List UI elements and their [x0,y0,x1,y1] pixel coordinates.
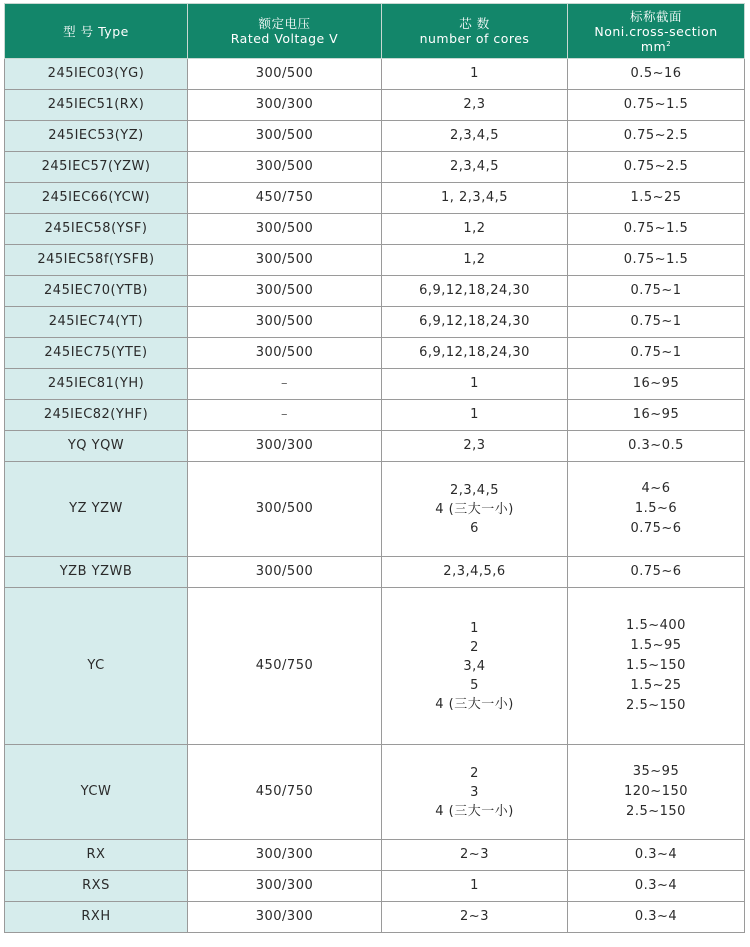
cores-line: 3,4 [463,658,486,674]
cores-line: 5 [470,677,479,693]
cell-voltage: – [188,400,382,431]
cell-type: 245IEC51(RX) [5,90,188,121]
cell-voltage: 450/750 [188,745,382,840]
header-voltage-cn: 额定电压 [258,16,311,31]
cores-line: 2,3,4,5 [450,128,499,143]
section-line: 16~95 [632,376,680,391]
cell-section [568,462,745,557]
table-row [5,152,745,183]
table-row [5,871,745,902]
cell-type: 245IEC53(YZ) [5,121,188,152]
cell-cores [382,745,568,840]
section-line: 0.75~1.5 [623,221,689,236]
cell-voltage: 300/300 [188,840,382,871]
cell-voltage: 300/300 [188,431,382,462]
cell-cores [382,557,568,588]
section-line: 0.75~2.5 [623,159,689,174]
header-type [5,4,188,59]
table-row [5,588,745,745]
section-line: 0.75~6 [630,564,682,579]
section-line: 1.5~150 [626,658,686,673]
cell-cores [382,152,568,183]
cell-section [568,557,745,588]
cores-line: 1 [470,620,479,636]
cell-cores [382,400,568,431]
cell-section [568,276,745,307]
cell-type: YZ YZW [5,462,188,557]
cell-type: 245IEC74(YT) [5,307,188,338]
cores-line: 2~3 [460,847,489,862]
cell-type: 245IEC81(YH) [5,369,188,400]
cell-cores [382,588,568,745]
section-line: 0.75~1 [630,314,682,329]
cell-section [568,152,745,183]
section-line: 1.5~25 [630,190,682,205]
table-row [5,276,745,307]
table-row [5,245,745,276]
table-body [5,59,745,933]
cell-type: RX [5,840,188,871]
section-line: 0.3~4 [634,847,678,862]
table-row [5,214,745,245]
cell-voltage: 300/500 [188,59,382,90]
table-row [5,121,745,152]
cell-type: YQ YQW [5,431,188,462]
cell-section [568,214,745,245]
cell-cores [382,90,568,121]
cell-type: YZB YZWB [5,557,188,588]
cores-line: 4 (三大一小) [435,696,514,712]
cores-line: 2 [470,765,479,781]
header-section-en: Noni.cross-section [594,23,718,39]
cell-section [568,338,745,369]
header-section-unit-base: mm [640,38,667,54]
cell-type: 245IEC03(YG) [5,59,188,90]
cores-line: 2,3 [463,438,486,453]
cell-voltage: 300/500 [188,557,382,588]
cell-cores [382,840,568,871]
section-line: 0.3~0.5 [628,438,684,453]
cell-voltage: 300/500 [188,276,382,307]
cell-section [568,871,745,902]
cores-line: 6,9,12,18,24,30 [419,345,530,360]
table-row [5,59,745,90]
cell-section [568,902,745,933]
cell-cores [382,871,568,902]
section-line: 0.75~1.5 [623,252,689,267]
cores-line: 2~3 [460,909,489,924]
cell-voltage: 300/300 [188,871,382,902]
section-line: 4~6 [641,481,671,496]
cell-cores [382,307,568,338]
cell-type: 245IEC58f(YSFB) [5,245,188,276]
section-line: 35~95 [632,764,680,779]
cell-section [568,431,745,462]
cell-voltage: 300/500 [188,338,382,369]
cores-line: 1 [470,878,479,893]
cell-section [568,369,745,400]
cores-line: 6,9,12,18,24,30 [419,314,530,329]
cores-line: 6 [470,520,479,536]
section-line: 0.75~1 [630,345,682,360]
table-row [5,90,745,121]
cores-line: 2,3,4,5,6 [443,564,506,579]
cell-type: 245IEC57(YZW) [5,152,188,183]
section-line: 0.75~1 [630,283,682,298]
table-row [5,840,745,871]
header-cores [382,4,568,59]
cell-voltage: 300/500 [188,152,382,183]
table-row [5,369,745,400]
cell-cores [382,902,568,933]
cell-section [568,840,745,871]
header-section [568,4,745,59]
header-type-label: 型 号 Type [63,23,129,39]
cores-line: 2,3,4,5 [450,159,499,174]
cell-section [568,183,745,214]
cores-line: 4 (三大一小) [435,803,514,819]
table-row [5,902,745,933]
cores-line: 2 [470,639,479,655]
cell-cores [382,338,568,369]
cell-type: 245IEC70(YTB) [5,276,188,307]
cell-type: RXS [5,871,188,902]
header-voltage [188,4,382,59]
cell-type: 245IEC58(YSF) [5,214,188,245]
cell-cores [382,214,568,245]
cell-type: YCW [5,745,188,840]
cell-section [568,400,745,431]
section-line: 0.3~4 [634,909,678,924]
cell-cores [382,183,568,214]
header-cores-en: number of cores [419,31,530,46]
section-line: 1.5~6 [634,501,678,516]
cell-voltage: 450/750 [188,183,382,214]
cores-line: 4 (三大一小) [435,501,514,517]
table-row [5,431,745,462]
cell-section [568,121,745,152]
cell-section [568,59,745,90]
cell-type: 245IEC75(YTE) [5,338,188,369]
section-line: 0.75~2.5 [623,128,689,143]
table-row [5,400,745,431]
section-line: 1.5~400 [626,618,686,633]
section-line: 0.75~6 [630,521,682,536]
cores-line: 1 [470,407,479,422]
cell-type: 245IEC66(YCW) [5,183,188,214]
section-line: 1.5~95 [630,638,682,653]
cell-type: 245IEC82(YHF) [5,400,188,431]
cell-cores [382,462,568,557]
header-section-unit-sup: 2 [666,39,672,48]
section-line: 0.75~1.5 [623,97,689,112]
cell-type: YC [5,588,188,745]
cable-spec-table [4,3,745,933]
cell-voltage: 450/750 [188,588,382,745]
cell-voltage: 300/500 [188,121,382,152]
cell-section [568,307,745,338]
cell-cores [382,369,568,400]
cores-line: 2,3,4,5 [450,482,499,498]
cores-line: 1,2 [463,252,486,267]
cores-line: 3 [470,784,479,800]
cores-line: 1 [470,376,479,391]
section-line: 1.5~25 [630,678,682,693]
cores-line: 2,3 [463,97,486,112]
header-section-cn: 标称截面 [629,8,682,24]
cell-voltage: 300/300 [188,90,382,121]
table-header [5,4,745,59]
cell-voltage: – [188,369,382,400]
cell-voltage: 300/500 [188,214,382,245]
cell-section [568,90,745,121]
cores-line: 1, 2,3,4,5 [440,190,509,205]
header-row [5,4,745,59]
header-voltage-en: Rated Voltage V [230,31,339,46]
section-line: 120~150 [623,784,689,799]
cell-cores [382,59,568,90]
cell-cores [382,245,568,276]
header-cores-cn: 芯 数 [459,16,490,31]
cell-section [568,745,745,840]
cores-line: 6,9,12,18,24,30 [419,283,530,298]
cell-cores [382,431,568,462]
cell-voltage: 300/500 [188,245,382,276]
cell-cores [382,276,568,307]
cores-line: 1 [470,66,479,81]
cell-section [568,245,745,276]
cell-type: RXH [5,902,188,933]
cell-voltage: 300/500 [188,462,382,557]
section-line: 0.5~16 [630,66,682,81]
cores-line: 1,2 [463,221,486,236]
section-line: 0.3~4 [634,878,678,893]
section-line: 2.5~150 [626,698,686,713]
header-section-unit [568,39,744,54]
cell-voltage: 300/500 [188,307,382,338]
table-row [5,745,745,840]
table-row [5,338,745,369]
table-row [5,307,745,338]
table-row [5,557,745,588]
table-row [5,462,745,557]
section-line: 2.5~150 [626,804,686,819]
cell-cores [382,121,568,152]
table-row [5,183,745,214]
cell-voltage: 300/300 [188,902,382,933]
cell-section [568,588,745,745]
section-line: 16~95 [632,407,680,422]
